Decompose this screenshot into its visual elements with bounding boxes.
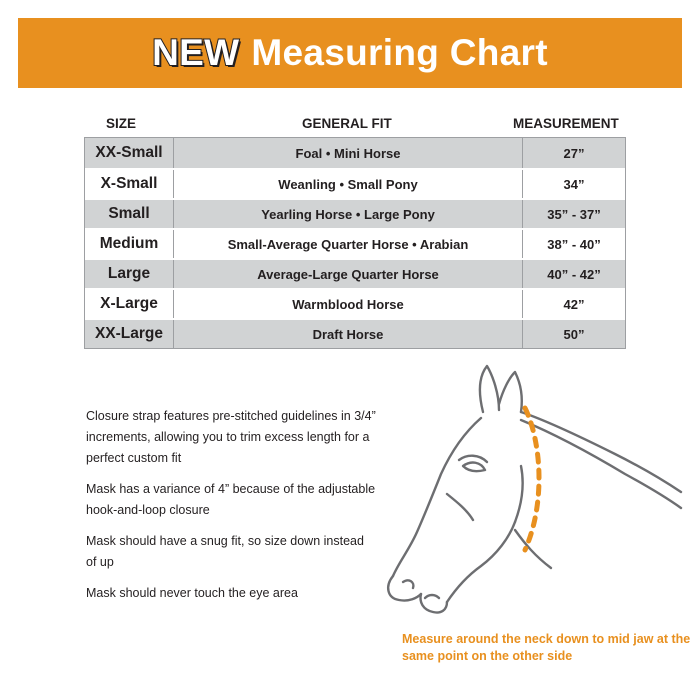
table-header <box>0 116 700 134</box>
size-cell: X-Large <box>85 290 174 318</box>
title-text: Measuring Chart <box>251 32 548 73</box>
table-row <box>85 198 625 228</box>
fit-cell: Average-Large Quarter Horse <box>174 260 523 288</box>
title-banner <box>18 18 682 88</box>
measurement-cell: 42” <box>563 296 585 312</box>
table-row <box>85 318 625 348</box>
fit-cell: Small-Average Quarter Horse • Arabian <box>174 230 523 258</box>
size-cell: XX-Small <box>85 138 174 168</box>
fit-cell: Foal • Mini Horse <box>174 138 523 168</box>
size-cell: Medium <box>85 230 174 258</box>
table-row <box>85 168 625 198</box>
measurement-cell: 50” <box>563 326 585 342</box>
measurement-cell: 35” - 37” <box>547 206 601 222</box>
size-cell: Small <box>85 200 174 228</box>
note-closure-strap: Closure strap features pre-stitched guidelines in 3/4” increments, allowing you to trim excess length for a perfect custom fit <box>86 409 376 465</box>
size-cell: Large <box>85 260 174 288</box>
measure-line <box>525 408 539 550</box>
table-row <box>85 258 625 288</box>
table-row <box>85 228 625 258</box>
horse-head-icon <box>375 362 685 632</box>
note-snug-fit: Mask should have a snug fit, so size down instead of up <box>86 534 364 569</box>
fit-cell: Draft Horse <box>174 320 523 348</box>
note-eye-area: Mask should never touch the eye area <box>86 586 298 600</box>
measurement-cell: 27” <box>563 145 585 161</box>
header-general-fit: GENERAL FIT <box>302 116 392 131</box>
measurement-cell: 40” - 42” <box>547 266 601 282</box>
fit-cell: Yearling Horse • Large Pony <box>174 200 523 228</box>
title-new-word: NEW <box>152 32 240 73</box>
note-variance: Mask has a variance of 4” because of the adjustable hook-and-loop closure <box>86 482 376 517</box>
fit-notes <box>86 406 376 614</box>
header-measurement: MEASUREMENT <box>513 116 619 131</box>
measurement-cell: 34” <box>563 176 585 192</box>
size-table <box>84 137 626 349</box>
page-title <box>152 32 548 74</box>
size-cell: XX-Large <box>85 320 174 348</box>
fit-cell: Warmblood Horse <box>174 290 523 318</box>
fit-cell: Weanling • Small Pony <box>174 170 523 198</box>
table-row <box>85 138 625 168</box>
header-size: SIZE <box>106 116 137 131</box>
measure-caption: Measure around the neck down to mid jaw at the same point on the other side <box>402 632 691 663</box>
size-cell: X-Small <box>85 170 174 198</box>
measurement-cell: 38” - 40” <box>547 236 601 252</box>
table-row <box>85 288 625 318</box>
